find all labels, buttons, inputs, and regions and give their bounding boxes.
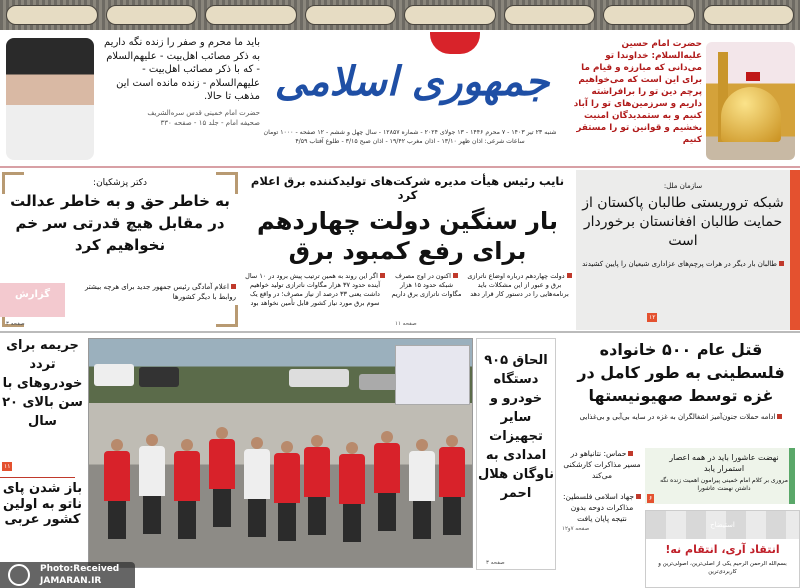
- taliban-story[interactable]: [576, 170, 790, 330]
- editorial-box[interactable]: [645, 510, 800, 588]
- watermark-line2: JAMARAN.IR: [40, 576, 102, 586]
- story-subhead: اعلام آمادگی رئیس جمهور جدید برای هرچه بیشتر روابط با دیگر کشورها: [84, 283, 236, 301]
- report-tag: گزارش: [0, 283, 65, 317]
- dateline: [255, 128, 565, 146]
- nato-headline: باز شدن پای ناتو به اولین کشور عربی: [2, 481, 83, 527]
- quote-source: حضرت امام خمینی قدس سره‌الشریف: [147, 108, 260, 117]
- calligraphy-cartouche: [305, 5, 397, 25]
- watermark-line1: Photo:Received: [40, 564, 120, 574]
- editorial-headline: انتقاد آری، انتقام نه!: [665, 543, 780, 556]
- page-ref: صفحه ۳: [6, 321, 25, 327]
- page-number-badge: ۱۱: [4, 463, 11, 470]
- editorial-text: بسم‌الله الرحمن الرحیم یکی از اصلی‌ترین، اصولی‌ترین و کاربردی‌ترین: [658, 561, 787, 575]
- story-headline: نهضت عاشورا باید در همه اعصار استمرار یابد: [669, 453, 779, 473]
- story-headline: قتل عام ۵۰۰ خانواده فلسطینی به طور کامل در غزه توسط صهیونیستها: [577, 340, 785, 405]
- story-headline: به خاطر حق و به خاطر عدالت در مقابل هیچ قدرتی سر خم نخواهیم کرد: [10, 192, 230, 254]
- story-kicker: سازمان ملل:: [663, 182, 703, 190]
- divider: [0, 331, 800, 333]
- divider: [0, 477, 75, 478]
- prayer-times: ساعات شرعی: اذان ظهر ۱۳/۱۰ - اذان مغرب ۱۹/۴۲ - اذان صبح ۳/۱۵ - طلوع آفتاب ۴/۵۹: [295, 138, 525, 145]
- quote-text: باید ما محرم و صفر را زنده نگه داریم به ذکر مصائب اهل‌بیت - علیهم‌السلام - که با ذکر مصائب اهل‌بیت - علیهم‌السلام - زنده مانده است این مذهب تا حالا.: [104, 37, 260, 102]
- nato-story[interactable]: [0, 481, 85, 528]
- imam-hussein-quote: حضرت امام حسین علیه‌السلام: خداوندا تو می‌دانی که مبارزه و قیام ما برای این است که می‌خواهیم پرچم دین تو را برافراشته داریم و سرزمین‌های تو را آباد کنیم و به ستمدیدگان امنیت بخشیم و قوانین تو را مستقر کنیم: [573, 39, 702, 145]
- lead-sub-3: دولت چهاردهم درباره اوضاع ناترازی برق و عبور از این مشکلات باید برنامه‌هایی را در دستور کار قرار دهد: [467, 272, 572, 299]
- lead-kicker: نایب رئیس هیأت مدیره شرکت‌های تولیدکننده برق اعلام کرد: [250, 174, 565, 202]
- calligraphy-cartouche: [504, 5, 596, 25]
- lead-sub-2: اکنون در اوج مصرف شبکه حدود ۱۵ هزار مگاوات ناترازی برق داریم: [391, 272, 462, 298]
- photo-caption[interactable]: [476, 338, 556, 570]
- page-ref: صفحه ۳: [486, 560, 505, 566]
- calligraphy-cartouche: [205, 5, 297, 25]
- story-subhead: مروری بر کلام امام خمینی پیرامون اهمیت زنده نگه داشتن نهضت عاشورا: [660, 477, 788, 492]
- ashura-story[interactable]: [645, 448, 795, 504]
- islamic-jihad-item: جهاد اسلامی فلسطین: مذاکرات دوحه بدون نتیجه پایان یافت: [562, 491, 642, 524]
- photo-banner: [395, 345, 470, 405]
- newspaper-logo: جمهوری اسلامی: [274, 58, 550, 105]
- page-ref: صفحه ۱۱: [395, 321, 417, 327]
- story-subhead: ادامه حملات جنون‌آمیز اشغالگران به غزه در سایه بی‌آبی و بی‌غذایی: [562, 412, 800, 422]
- issue-info: شنبه ۲۳ تیر ۱۴۰۳ - ۷ محرم ۱۴۴۶ - ۱۳ جولای ۲۰۲۴ - شماره ۱۲۸۵۷ - سال چهل و ششم - ۱۲ صفحه - ۱۰۰۰ تومان: [263, 129, 557, 136]
- lead-sub-1: اگر این روند به همین ترتیب پیش برود در ۱۰ سال آینده حدود ۳۷ هزار مگاوات ناترازی تولید خواهیم داشت یعنی ۳۳ درصد از نیاز مصرف؛ در واقع یک سوم برق مورد نیاز کشور قابل تأمین نخواهد بود: [245, 272, 385, 308]
- gaza-sidebar: [562, 448, 642, 535]
- caption-headline: الحاق ۹۰۵ دستگاه خودرو و سایر تجهیزات امدادی به ناوگان هلال احمر: [477, 353, 555, 501]
- shrine-photo: [706, 42, 795, 160]
- left-column: [0, 336, 85, 431]
- editorial-band: استیضاح: [646, 511, 799, 539]
- hamas-item: حماس: نتانیاهو در مسیر مذاکرات کارشکنی می‌کند: [563, 449, 641, 480]
- calligraphy-cartouche: [703, 5, 795, 25]
- story-subhead: طالبان بار دیگر در هرات پرچم‌های عزاداری شیعیان را پایین کشیدند: [576, 259, 790, 269]
- gaza-story[interactable]: [562, 338, 800, 422]
- lead-story[interactable]: [245, 170, 570, 270]
- imam-quote: [100, 36, 260, 128]
- calligraphy-cartouche: [404, 5, 496, 25]
- calligraphy-cartouche: [6, 5, 98, 25]
- decorative-calligraphy-band: [0, 0, 800, 30]
- calligraphy-cartouche: [106, 5, 198, 25]
- page-ref: صفحه ۷و۱۲: [562, 526, 590, 532]
- divider: [0, 166, 800, 168]
- story-kicker: دکتر پزشکیان:: [93, 178, 147, 188]
- page-number-badge: ۱۲: [649, 314, 656, 321]
- quote-reference: صحیفه امام - جلد ۱۵ - صفحه ۳۳۰: [160, 118, 260, 127]
- portrait-photo: [6, 38, 94, 160]
- lead-headline: بار سنگین دولت چهاردهم برای رفع کمبود برق: [256, 207, 559, 265]
- page-number-badge: ۶: [649, 495, 653, 502]
- calligraphy-cartouche: [603, 5, 695, 25]
- accent-bar: [790, 170, 800, 330]
- fine-story-headline[interactable]: جریمه برای تردد خودروهای با سن بالای ۲۰ سال: [2, 338, 83, 429]
- jamaran-logo-icon: [8, 564, 30, 586]
- story-headline: شبکه تروریستی طالبان پاکستان از حمایت طالبان افغانستان برخوردار است: [582, 195, 784, 249]
